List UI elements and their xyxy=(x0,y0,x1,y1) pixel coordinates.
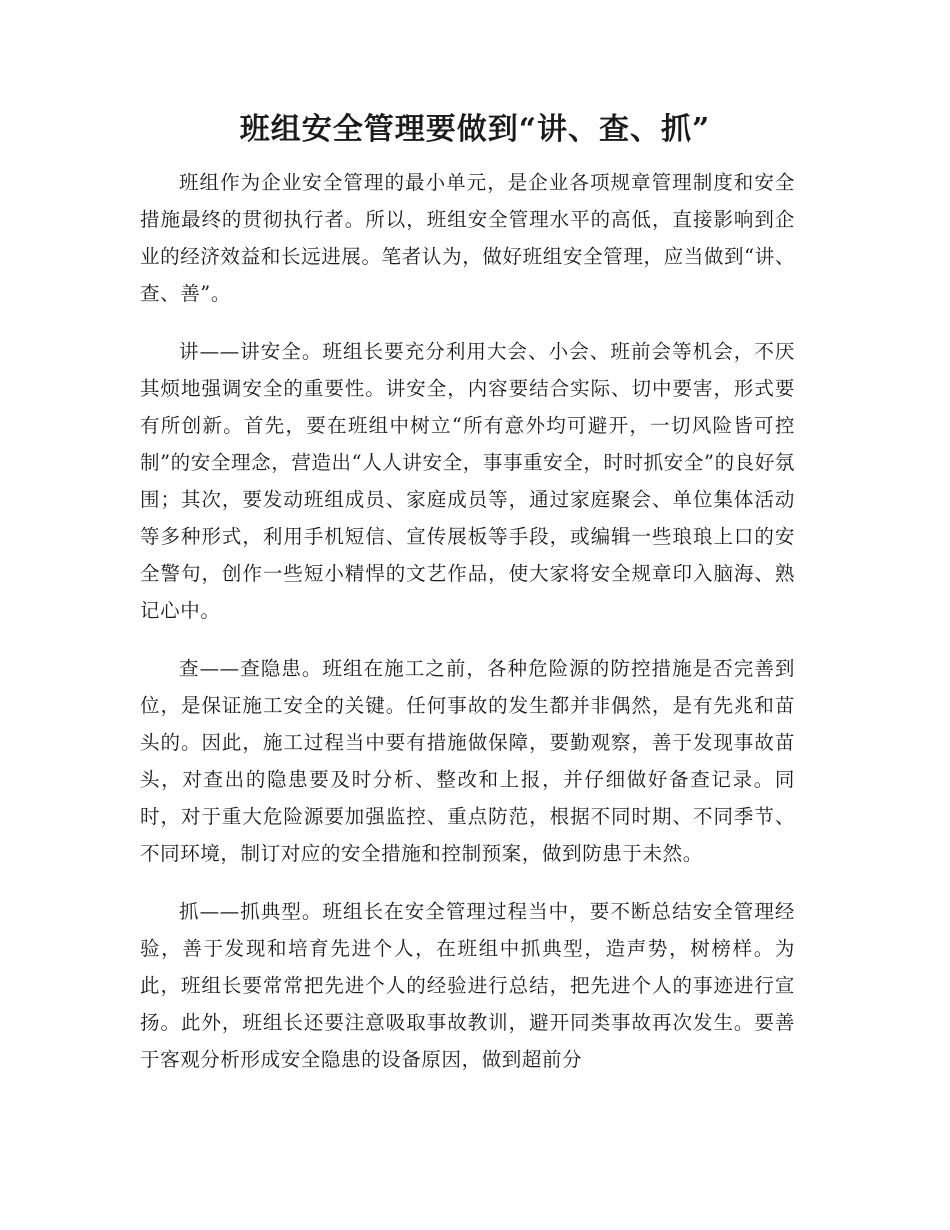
paragraph-cha-hazards: 查——查隐患。班组在施工之前，各种危险源的防控措施是否完善到位，是保证施工安全的关键。任何事故的发生都并非偶然，是有先兆和苗头的。因此，施工过程当中要有措施做保障，要勤观察，善于发现事故苗头，对查出的隐患要及时分析、整改和上报，并仔细做好备查记录。同时，对于重大危险源要加强监控、重点防范，根据不同时期、不同季节、不同环境，制订对应的安全措施和控制预案，做到防患于未然。 xyxy=(140,657,795,865)
paragraph-intro: 班组作为企业安全管理的最小单元，是企业各项规章管理制度和安全措施最终的贯彻执行者。所以，班组安全管理水平的高低，直接影响到企业的经济效益和长远进展。笔者认为，做好班组安全管理，应当做到“讲、查、善”。 xyxy=(140,171,795,305)
paragraph-zhua-models: 抓——抓典型。班组长在安全管理过程当中，要不断总结安全管理经验，善于发现和培育先进个人，在班组中抓典型，造声势，树榜样。为此，班组长要常常把先进个人的经验进行总结，把先进个人的事迹进行宣扬。此外，班组长还要注意吸取事故教训，避开同类事故再次发生。要善于客观分析形成安全隐患的设备原因，做到超前分 xyxy=(140,900,795,1071)
document-body xyxy=(140,164,795,1099)
paragraph-jiang-safety: 讲——讲安全。班组长要充分利用大会、小会、班前会等机会，不厌其烦地强调安全的重要性。讲安全，内容要结合实际、切中要害，形式要有所创新。首先，要在班组中树立“所有意外均可避开，一切风险皆可控制”的安全理念，营造出“人人讲安全，事事重安全，时时抓安全”的良好氛围；其次，要发动班组成员、家庭成员等，通过家庭聚会、单位集体活动等多种形式，利用手机短信、宣传展板等手段，或编辑一些琅琅上口的安全警句，创作一些短小精悍的文艺作品，使大家将安全规章印入脑海、熟记心中。 xyxy=(140,340,795,622)
document-title: 班组安全管理要做到“讲、查、抓” xyxy=(239,112,711,147)
